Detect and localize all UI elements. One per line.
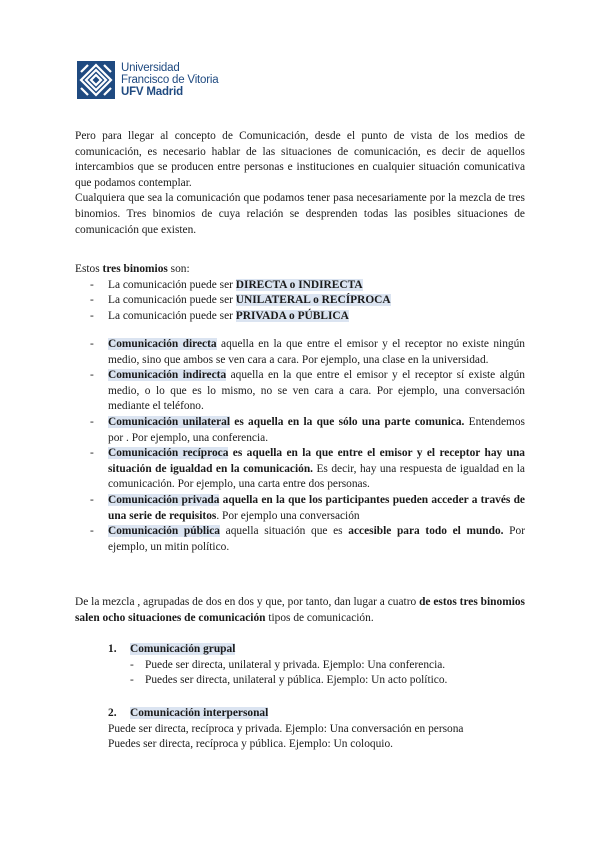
binomio-highlight: UNILATERAL o RECÍPROCA [235, 294, 391, 307]
section-number: 2. [108, 707, 117, 719]
intro-section [75, 129, 525, 238]
university-logo [77, 60, 218, 100]
mix-paragraph [75, 595, 525, 626]
section-number: 1. [108, 643, 117, 655]
binomios-lead-bold: tres binomios [102, 263, 168, 275]
binomios-lead-pre: Estos [75, 263, 103, 275]
section-title: Comunicación interpersonal [130, 707, 269, 719]
section-title: Comunicación grupal [130, 643, 236, 655]
definition-term: Comunicación indirecta [108, 369, 227, 382]
logo-line-1: Universidad [121, 62, 180, 74]
list-item [75, 446, 525, 493]
binomio-pre: La comunicación puede ser [108, 309, 236, 322]
section-grupal [75, 642, 525, 689]
logo-line-3: UFV Madrid [121, 86, 183, 98]
definition-term: Comunicación privada [108, 493, 220, 506]
ufv-logo-icon [77, 61, 115, 99]
definition-term: Comunicación unilateral [108, 415, 230, 428]
section-heading [75, 642, 525, 658]
definition-bold-text: aquella en la que los participantes pueden acceder a través de una serie de requisitos [108, 493, 525, 522]
intro-paragraph-2: Cualquiera que sea la comunicación que podamos tener pasa necesariamente por la mezcla de tres binomios. Tres binomios de cuya relación se desprenden todas las posibles situaciones de comunicación que existen. [75, 192, 525, 236]
binomios-lead [75, 262, 525, 278]
mix-bold: de estos tres binomios salen ocho situaciones de comunicación [75, 596, 525, 624]
binomio-pre: La comunicación puede ser [108, 294, 236, 307]
mix-post: tipos de comunicación. [265, 611, 374, 624]
list-item: - Puedes ser directa, unilateral y pública. Ejemplo: Un acto político. [112, 673, 525, 689]
mix-pre: De la mezcla , agrupadas de dos en dos y que, por tanto, dan lugar a cuatro [75, 596, 420, 608]
section-line: Puede ser directa, recíproca y privada. Ejemplo: Una conversación en persona [108, 722, 464, 735]
list-item [75, 524, 525, 555]
definition-term: Comunicación recíproca [108, 447, 229, 460]
logo-line-2: Francisco de Vitoria [121, 74, 219, 86]
definition-text: aquella en la que entre el emisor y el receptor sí existe algún medio, o lo que es lo mismo, no se ven cara a cara. Por ejemplo, una conversación mediante el teléfono. [108, 369, 525, 413]
definitions-list [75, 337, 525, 555]
mix-section [75, 595, 525, 626]
list-item [75, 293, 525, 309]
definition-term: Comunicación pública [108, 525, 220, 538]
definition-text: Entendemos por . Por ejemplo, una conferencia. [108, 415, 525, 444]
intro-paragraph-1: Pero para llegar al concepto de Comunicación, desde el punto de vista de los medios de comunicación, es necesario hablar de las situaciones de comunicación, es decir de aquellos intercambios que se producen entre personas e instituciones en cualquier situación comunicativa que podamos contemplar. [75, 130, 525, 189]
definition-text: Por ejemplo, un mitin político. [108, 525, 526, 553]
list-item [75, 415, 525, 446]
section-grupal-list [75, 658, 525, 689]
section-heading [75, 706, 525, 722]
definitions-section [75, 337, 525, 555]
list-item [75, 309, 525, 325]
definition-text: . Por ejemplo una conversación [216, 509, 360, 522]
section-interpersonal [75, 706, 525, 753]
definition-text: aquella en la que entre el emisor y el receptor no existe ningún medio, sino que ambos se ven cara a cara. Por ejemplo, una clase en la universidad. [108, 338, 526, 366]
list-item [75, 368, 525, 415]
definition-bold-text: accesible para todo el mundo. [348, 525, 504, 538]
section-line: Puedes ser directa, recíproca y pública. Ejemplo: Un coloquio. [108, 738, 393, 751]
list-item [75, 493, 525, 524]
binomios-lead-post: son: [167, 263, 190, 275]
binomio-highlight: DIRECTA o INDIRECTA [235, 278, 363, 291]
binomios-section [75, 262, 525, 324]
definition-text: aquella situación que es [220, 525, 349, 538]
list-item: - Puede ser directa, unilateral y privada. Ejemplo: Una conferencia. [112, 658, 525, 674]
list-item [75, 337, 525, 368]
definition-bold-text: es aquella en la que entre el emisor y el receptor hay una situación de igualdad en la comunicación. [108, 447, 525, 475]
binomio-pre: La comunicación puede ser [108, 278, 236, 291]
definition-bold-text: es aquella en la que sólo una parte comunica. [230, 415, 465, 428]
binomio-highlight: PRIVADA o PÚBLICA [235, 309, 349, 322]
definition-text: Es decir, hay una respuesta de igualdad en la comunicación. Por ejemplo, una carta entre dos personas. [108, 462, 525, 491]
list-item [75, 278, 525, 294]
definition-term: Comunicación directa [108, 338, 217, 350]
binomios-list [75, 278, 525, 325]
